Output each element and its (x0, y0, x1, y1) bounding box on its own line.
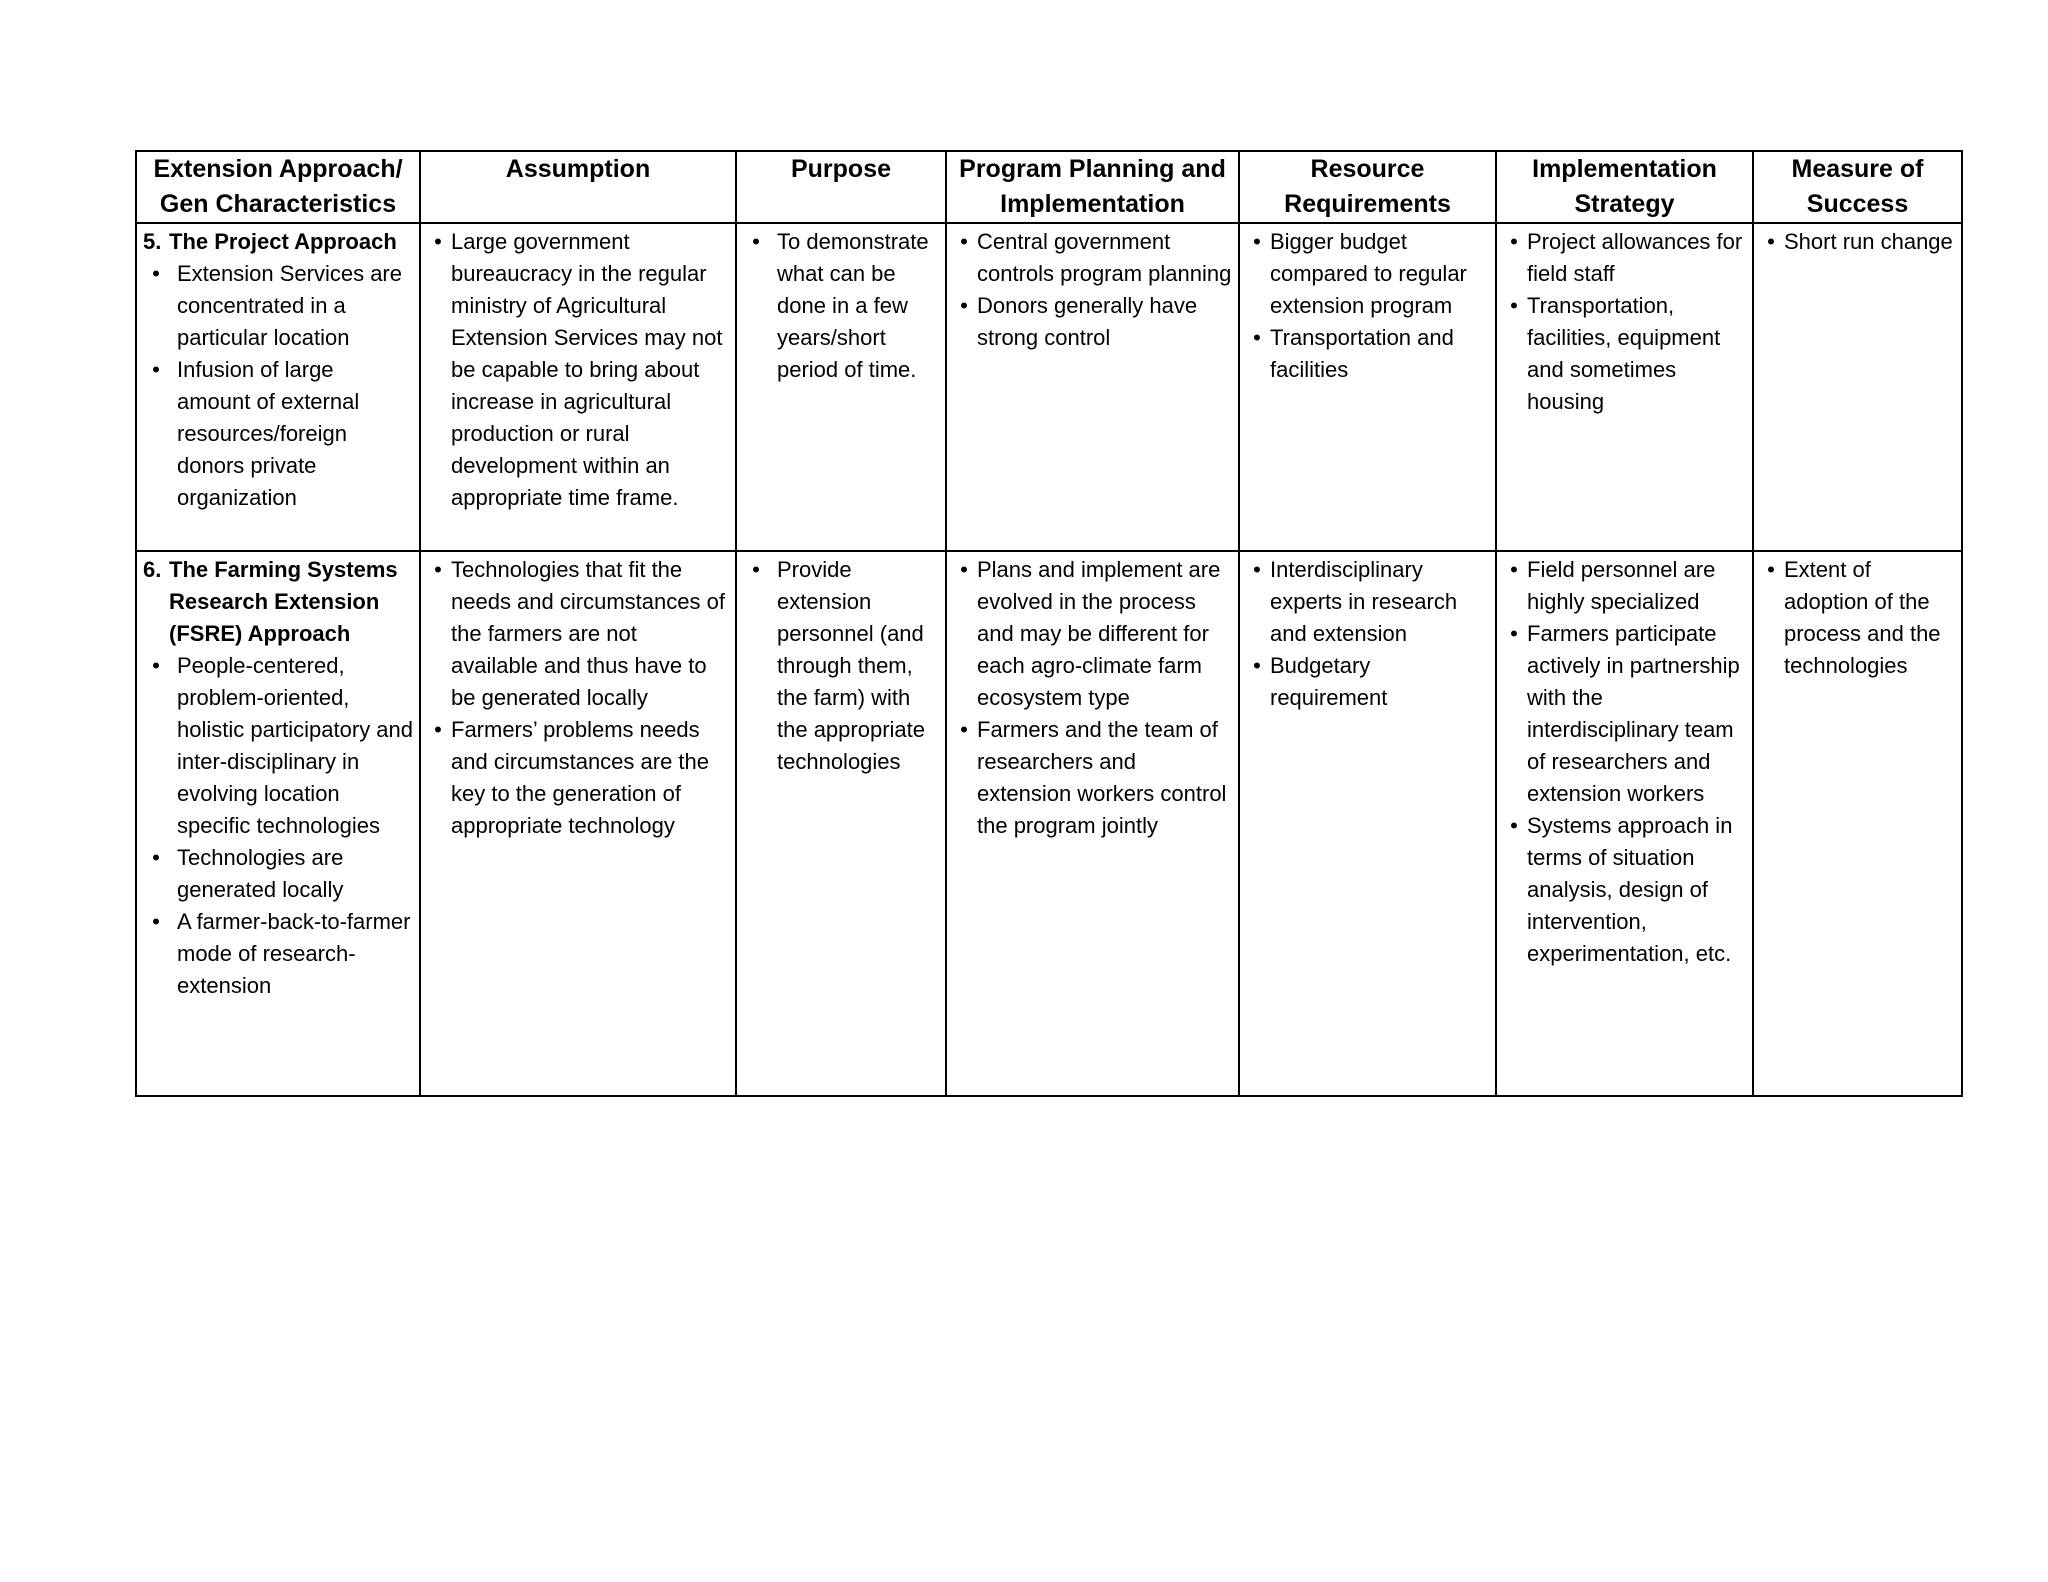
strategy-cell (1496, 223, 1753, 551)
list-item: • A farmer-back-to-farmer mode of research-extension (143, 906, 413, 1002)
list-item: • Provide extension personnel (and through them, the farm) with the appropriate technologies (743, 554, 939, 778)
bullet-icon: • (1510, 229, 1518, 254)
list-item: • Plans and implement are evolved in the process and may be different for each agro-climate farm ecosystem type (953, 554, 1232, 714)
list-item: • To demonstrate what can be done in a few years/short period of time. (743, 226, 939, 386)
purpose-cell (736, 223, 946, 551)
table-row (136, 551, 1962, 1096)
bullet-icon: • (1253, 325, 1261, 350)
bullet-icon: • (1253, 653, 1261, 678)
bullet-icon: • (1253, 557, 1261, 582)
list-item: • Technologies are generated locally (143, 842, 413, 906)
extension-approaches-table (135, 150, 1963, 1097)
strategy-list (1503, 226, 1746, 418)
bullet-icon: • (1510, 621, 1518, 646)
assumption-cell (420, 223, 736, 551)
bullet-icon: • (1510, 293, 1518, 318)
list-item: • Central government controls program planning (953, 226, 1232, 290)
characteristics-list (143, 258, 413, 514)
strategy-list (1503, 554, 1746, 970)
assumption-cell (420, 551, 736, 1096)
resources-list (1246, 226, 1489, 386)
list-item: • Technologies that fit the needs and circumstances of the farmers are not available and thus have to be generated locally (427, 554, 729, 714)
list-item: • Extent of adoption of the process and the technologies (1760, 554, 1955, 682)
assumption-list (427, 226, 729, 514)
bullet-icon: • (434, 229, 442, 254)
resources-cell (1239, 223, 1496, 551)
bullet-icon: • (1767, 229, 1775, 254)
table-row (136, 223, 1962, 551)
bullet-icon: • (434, 557, 442, 582)
list-item: • Transportation and facilities (1246, 322, 1489, 386)
list-item: • Systems approach in terms of situation analysis, design of intervention, experimentation, etc. (1503, 810, 1746, 970)
table-header-row (136, 151, 1962, 223)
approach-cell (136, 223, 420, 551)
list-item: • Transportation, facilities, equipment and sometimes housing (1503, 290, 1746, 418)
column-header-resources: Resource Requirements (1239, 151, 1496, 223)
resources-list (1246, 554, 1489, 714)
list-item: • Bigger budget compared to regular extension program (1246, 226, 1489, 322)
planning-list (953, 226, 1232, 354)
bullet-icon: • (752, 229, 760, 254)
bullet-icon: • (960, 717, 968, 742)
bullet-icon: • (960, 557, 968, 582)
list-item: • Budgetary requirement (1246, 650, 1489, 714)
list-item: • Short run change (1760, 226, 1955, 258)
strategy-cell (1496, 551, 1753, 1096)
success-cell (1753, 551, 1962, 1096)
column-header-purpose: Purpose (736, 151, 946, 223)
success-cell (1753, 223, 1962, 551)
bullet-icon: • (152, 357, 160, 382)
approach-title: 5. The Project Approach (143, 229, 397, 254)
list-item: • Field personnel are highly specialized (1503, 554, 1746, 618)
list-item: • Infusion of large amount of external resources/foreign donors private organization (143, 354, 413, 514)
success-list (1760, 226, 1955, 258)
planning-cell (946, 551, 1239, 1096)
bullet-icon: • (1253, 229, 1261, 254)
bullet-icon: • (1510, 813, 1518, 838)
planning-cell (946, 223, 1239, 551)
list-item: • Project allowances for field staff (1503, 226, 1746, 290)
bullet-icon: • (1510, 557, 1518, 582)
purpose-list (743, 554, 939, 778)
list-item: • Donors generally have strong control (953, 290, 1232, 354)
list-item: • Extension Services are concentrated in a particular location (143, 258, 413, 354)
purpose-cell (736, 551, 946, 1096)
approach-title: 6. The Farming Systems Research Extension (FSRE) Approach (143, 557, 398, 646)
column-header-planning: Program Planning and Implementation (946, 151, 1239, 223)
characteristics-list (143, 650, 413, 1002)
list-item: • Farmers and the team of researchers and extension workers control the program jointly (953, 714, 1232, 842)
purpose-list (743, 226, 939, 386)
column-header-assumption: Assumption (420, 151, 736, 223)
bullet-icon: • (752, 557, 760, 582)
bullet-icon: • (1767, 557, 1775, 582)
column-header-approach: Extension Approach/ Gen Characteristics (136, 151, 420, 223)
bullet-icon: • (434, 717, 442, 742)
list-item: • People-centered, problem-oriented, holistic participatory and inter-disciplinary in evolving location specific technologies (143, 650, 413, 842)
list-item: • Farmers participate actively in partnership with the interdisciplinary team of researchers and extension workers (1503, 618, 1746, 810)
column-header-strategy: Implementation Strategy (1496, 151, 1753, 223)
bullet-icon: • (152, 653, 160, 678)
list-item: • Interdisciplinary experts in research and extension (1246, 554, 1489, 650)
bullet-icon: • (152, 261, 160, 286)
assumption-list (427, 554, 729, 842)
resources-cell (1239, 551, 1496, 1096)
approach-cell (136, 551, 420, 1096)
bullet-icon: • (960, 229, 968, 254)
bullet-icon: • (960, 293, 968, 318)
bullet-icon: • (152, 845, 160, 870)
planning-list (953, 554, 1232, 842)
success-list (1760, 554, 1955, 682)
column-header-success: Measure of Success (1753, 151, 1962, 223)
list-item: • Large government bureaucracy in the regular ministry of Agricultural Extension Services may not be capable to bring about increase in agricultural production or rural development within an appropriate time frame. (427, 226, 729, 514)
list-item: • Farmers’ problems needs and circumstances are the key to the generation of appropriate technology (427, 714, 729, 842)
bullet-icon: • (152, 909, 160, 934)
